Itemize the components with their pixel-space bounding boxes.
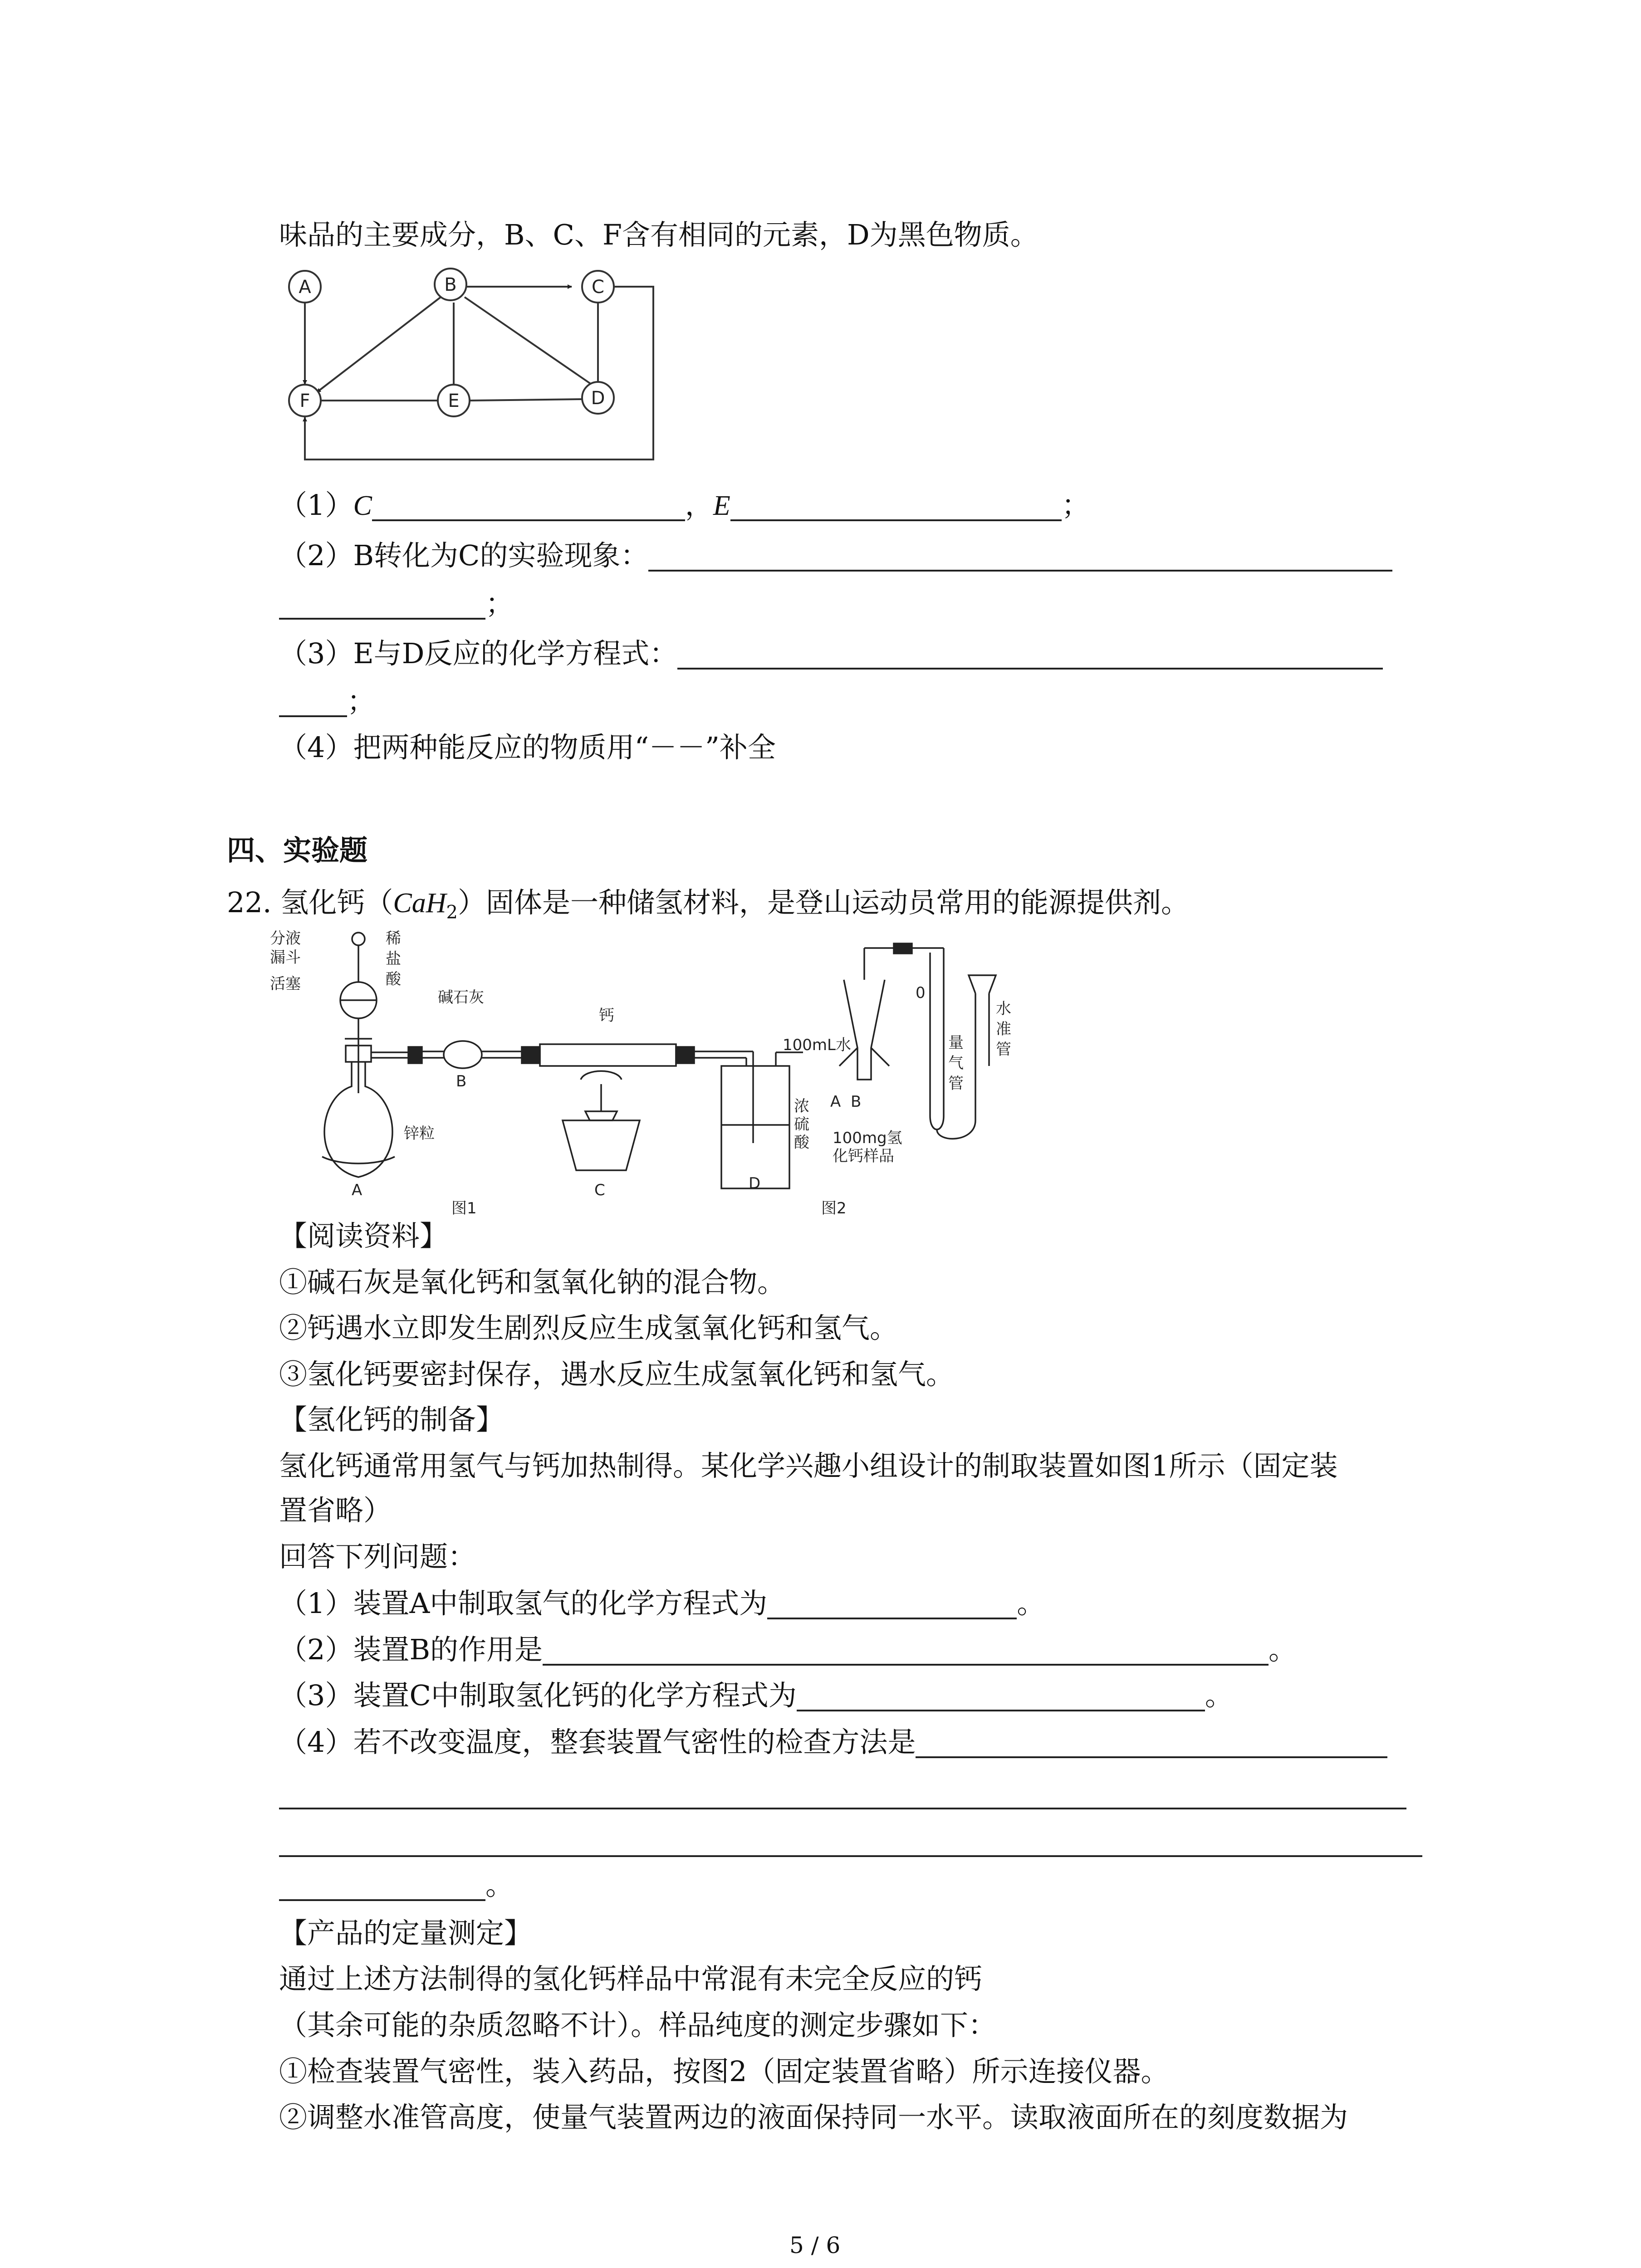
fig1-label-sodalime: 碱石灰 <box>438 988 484 1007</box>
prep-title: 【氢化钙的制备】 <box>279 1403 505 1436</box>
q21-part1: （1）C ，E ； <box>279 487 1090 524</box>
quant-step-1: ①检查装置气密性，装入药品，按图2（固定装置省略）所示连接仪器。 <box>279 2055 1169 2088</box>
node-d-label: D <box>591 388 605 409</box>
fig2-label-zero: 0 <box>916 984 926 1002</box>
fig2-label-gas-1: 量 <box>948 1034 964 1052</box>
prep-text-1: 氢化钙通常用氢气与钙加热制得。某化学兴趣小组设计的制取装置如图1所示（固定装 <box>279 1449 1338 1482</box>
answer-blank-e[interactable] <box>730 487 1062 521</box>
fig1-label-hcl-1: 稀 <box>386 929 401 948</box>
q21-part4: （4）把两种能反应的物质用“－－”补全 <box>279 731 776 764</box>
answer-blank-equation[interactable] <box>677 635 1383 670</box>
answer-blank-phenomenon[interactable] <box>648 537 1392 572</box>
fig2-label-a: A <box>830 1093 841 1111</box>
fig1-label-hcl-3: 酸 <box>386 970 401 988</box>
read-item-3: ③氢化钙要密封保存，遇水反应生成氢氧化钙和氢气。 <box>279 1358 955 1391</box>
answer-line-s4-3[interactable] <box>279 1855 1422 1857</box>
fig1-label-ca: 钙 <box>599 1007 614 1025</box>
q21-part2-cont: ； <box>279 585 514 622</box>
answer-blank-c[interactable] <box>372 487 685 521</box>
fig1-label-zn: 锌粒 <box>404 1124 435 1143</box>
answer-blank-s4-end[interactable] <box>279 1867 485 1901</box>
node-b-label: B <box>444 274 457 295</box>
section-heading: 四、实验题 <box>227 834 368 867</box>
fig1-label-h2so4-3: 酸 <box>794 1134 809 1152</box>
fig2-label-sample-2: 化钙样品 <box>833 1147 894 1165</box>
fig1-caption: 图1 <box>451 1199 477 1217</box>
node-e-label: E <box>448 391 460 411</box>
prep-text-2: 置省略） <box>279 1494 392 1527</box>
q21-part3-cont: ； <box>279 683 375 719</box>
q22-sub4: （4）若不改变温度，整套装置气密性的检查方法是 <box>279 1724 1387 1760</box>
fig1-label-h2so4-2: 硫 <box>794 1115 809 1134</box>
fig2-label-sample-1: 100mg氢 <box>833 1129 902 1147</box>
quant-text-2: （其余可能的杂质忽略不计）。样品纯度的测定步骤如下： <box>279 2009 997 2042</box>
node-f-label: F <box>299 391 310 411</box>
quant-text-1: 通过上述方法制得的氢化钙样品中常混有未完全反应的钙 <box>279 1962 983 1995</box>
q22-sub3: （3）装置C中制取氢化钙的化学方程式为 。 <box>279 1677 1233 1714</box>
fig1-label-c: C <box>594 1181 605 1199</box>
answer-blank-s4[interactable] <box>916 1724 1387 1758</box>
answer-blank-equation-cont[interactable] <box>279 683 347 717</box>
fig2-caption: 图2 <box>821 1199 847 1217</box>
read-title: 【阅读资料】 <box>279 1219 448 1252</box>
fig1-label-b: B <box>456 1072 467 1090</box>
q21-part2: （2）B转化为C的实验现象： <box>279 537 1392 574</box>
fig1-label-funnel-2: 漏斗 <box>270 948 301 967</box>
node-c-label: C <box>592 277 604 298</box>
read-item-2: ②钙遇水立即发生剧烈反应生成氢氧化钙和氢气。 <box>279 1311 898 1344</box>
fig1-label-funnel-1: 分液 <box>270 929 301 948</box>
apparatus-figure <box>268 929 1011 1217</box>
fig2-label-level-3: 管 <box>996 1041 1011 1059</box>
fig1-label-d: D <box>749 1174 761 1193</box>
fig2-label-b: B <box>851 1093 862 1111</box>
answer-blank-s3[interactable] <box>797 1677 1205 1711</box>
answer-line-s4-2[interactable] <box>279 1808 1406 1809</box>
read-item-1: ①碱石灰是氧化钙和氢氧化钠的混合物。 <box>279 1266 786 1299</box>
answer-blank-phenomenon-cont[interactable] <box>279 585 485 620</box>
answer-blank-s1[interactable] <box>767 1585 1017 1619</box>
fig2-label-gas-3: 管 <box>948 1075 964 1093</box>
page-number: 5 / 6 <box>789 2232 841 2258</box>
answer-prompt: 回答下列问题： <box>279 1540 476 1573</box>
quant-step-2: ②调整水准管高度，使量气装置两边的液面保持同一水平。读取液面所在的刻度数据为 <box>279 2101 1348 2134</box>
node-a-label: A <box>299 277 311 298</box>
fig1-label-a: A <box>352 1181 362 1199</box>
q22-sub2: （2）装置B的作用是 。 <box>279 1631 1297 1668</box>
fig2-label-level-2: 准 <box>996 1020 1011 1038</box>
intro-line: 味品的主要成分，B、C、F含有相同的元素，D为黑色物质。 <box>279 218 1038 251</box>
answer-blank-s2[interactable] <box>543 1631 1269 1666</box>
q21-part3: （3）E与D反应的化学方程式： <box>279 635 1383 672</box>
fig1-label-hcl-2: 盐 <box>386 950 401 968</box>
fig2-label-gas-2: 气 <box>948 1054 964 1072</box>
substance-relation-diagram <box>272 261 667 474</box>
q22-stem: 22. 氢化钙（CaH$_2$）固体是一种储氢材料，是登山运动员常用的能源提供剂。 <box>227 886 1189 923</box>
fig2-label-water: 100mL水 <box>783 1036 851 1054</box>
fig1-label-stopcock: 活塞 <box>270 975 301 993</box>
quant-title: 【产品的定量测定】 <box>279 1916 533 1950</box>
fig2-label-level-1: 水 <box>996 1000 1011 1018</box>
fig1-label-h2so4-1: 浓 <box>794 1097 809 1115</box>
q22-sub4-end: 。 <box>279 1867 514 1903</box>
q22-sub1: （1）装置A中制取氢气的化学方程式为 。 <box>279 1585 1045 1622</box>
